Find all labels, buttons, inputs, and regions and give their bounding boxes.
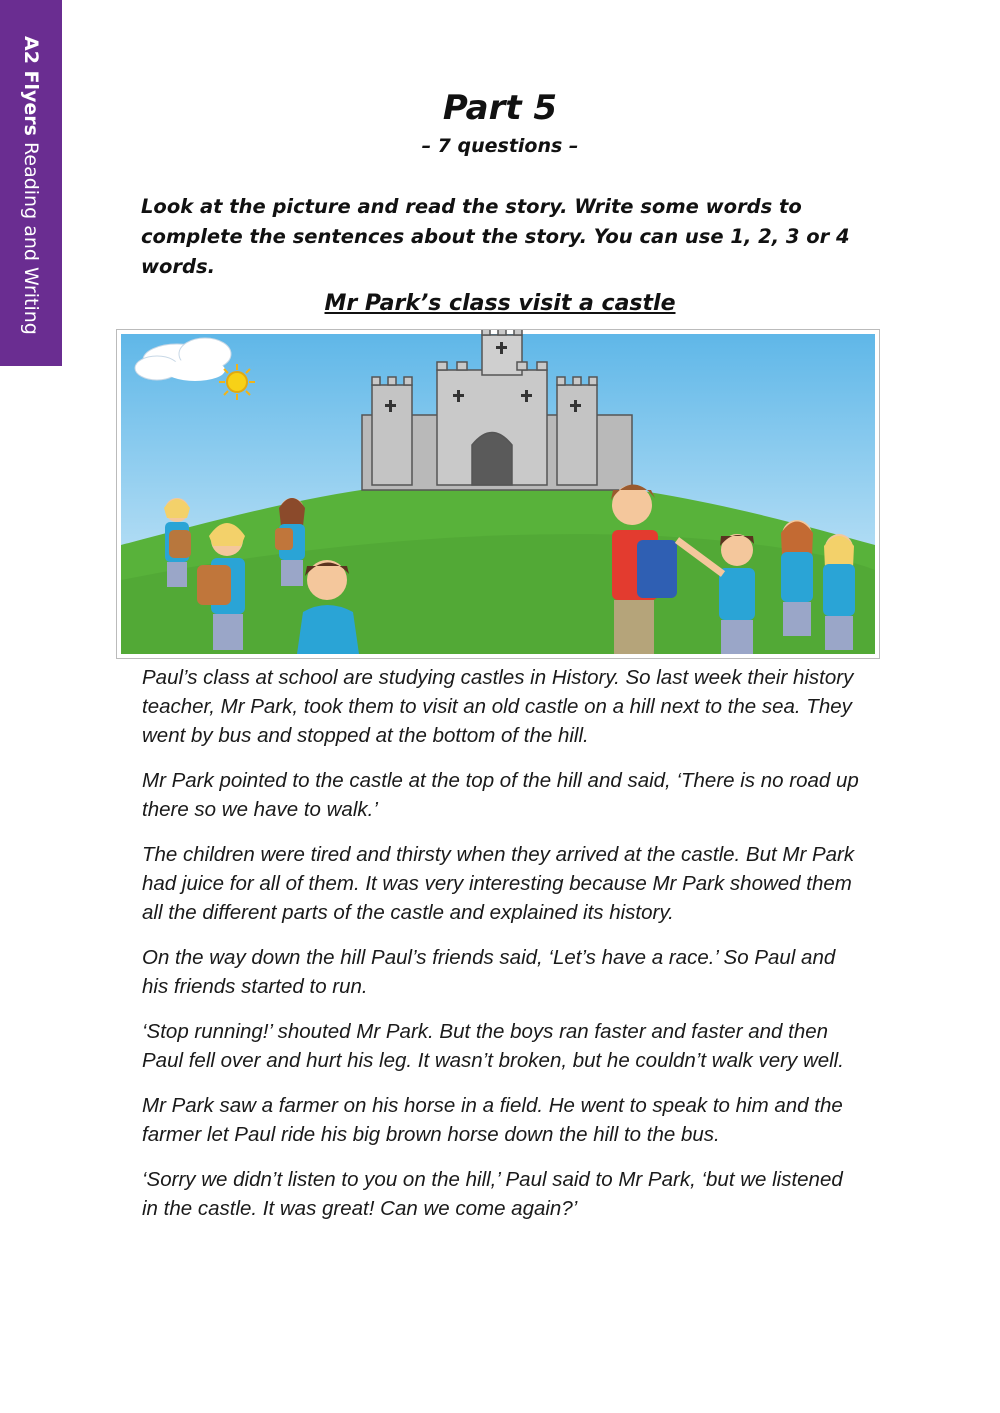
page-subtitle: – 7 questions –: [421, 135, 579, 157]
story-paragraph-5: ‘Stop running!’ shouted Mr Park. But the boys ran faster and faster and then Paul fell over and hurt his leg. It wasn’t broken, but he couldn’t walk very well.: [142, 1020, 844, 1072]
side-tab-level: A2 Flyers: [20, 36, 42, 136]
castle-scene: [117, 330, 879, 658]
story-title: Mr Park’s class visit a castle: [324, 291, 676, 316]
story-paragraph-2: Mr Park pointed to the castle at the top of the hill and said, ‘There is no road up there so we have to walk.’: [142, 769, 859, 821]
story-paragraph-7: ‘Sorry we didn’t listen to you on the hill,’ Paul said to Mr Park, ‘but we listened in the castle. It was great! Can we come again?’: [142, 1168, 843, 1220]
instructions: Look at the picture and read the story. Write some words to complete the sentences about the story. You can use 1, 2, 3 or 4 words.: [141, 195, 850, 278]
story-text: [142, 663, 862, 1239]
story-paragraph-1: Paul’s class at school are studying castles in History. So last week their history teacher, Mr Park, took them to visit an old castle on a hill next to the sea. They went by bus and stopped at the bottom of the hill.: [142, 666, 854, 747]
story-paragraph-3: The children were tired and thirsty when they arrived at the castle. But Mr Park had juice for all of them. It was very interesting because Mr Park showed them all the different parts of the castle and explained its history.: [142, 843, 855, 924]
page-title: Part 5: [442, 88, 558, 128]
story-paragraph-4: On the way down the hill Paul’s friends said, ‘Let’s have a race.’ So Paul and his friends started to run.: [142, 946, 836, 998]
story-paragraph-6: Mr Park saw a farmer on his horse in a field. He went to speak to him and the farmer let Paul ride his big brown horse down the hill to the bus.: [142, 1094, 843, 1146]
story-picture: [116, 329, 880, 659]
side-tab-section: Reading and Writing: [20, 142, 42, 335]
sun-icon: [219, 364, 255, 400]
